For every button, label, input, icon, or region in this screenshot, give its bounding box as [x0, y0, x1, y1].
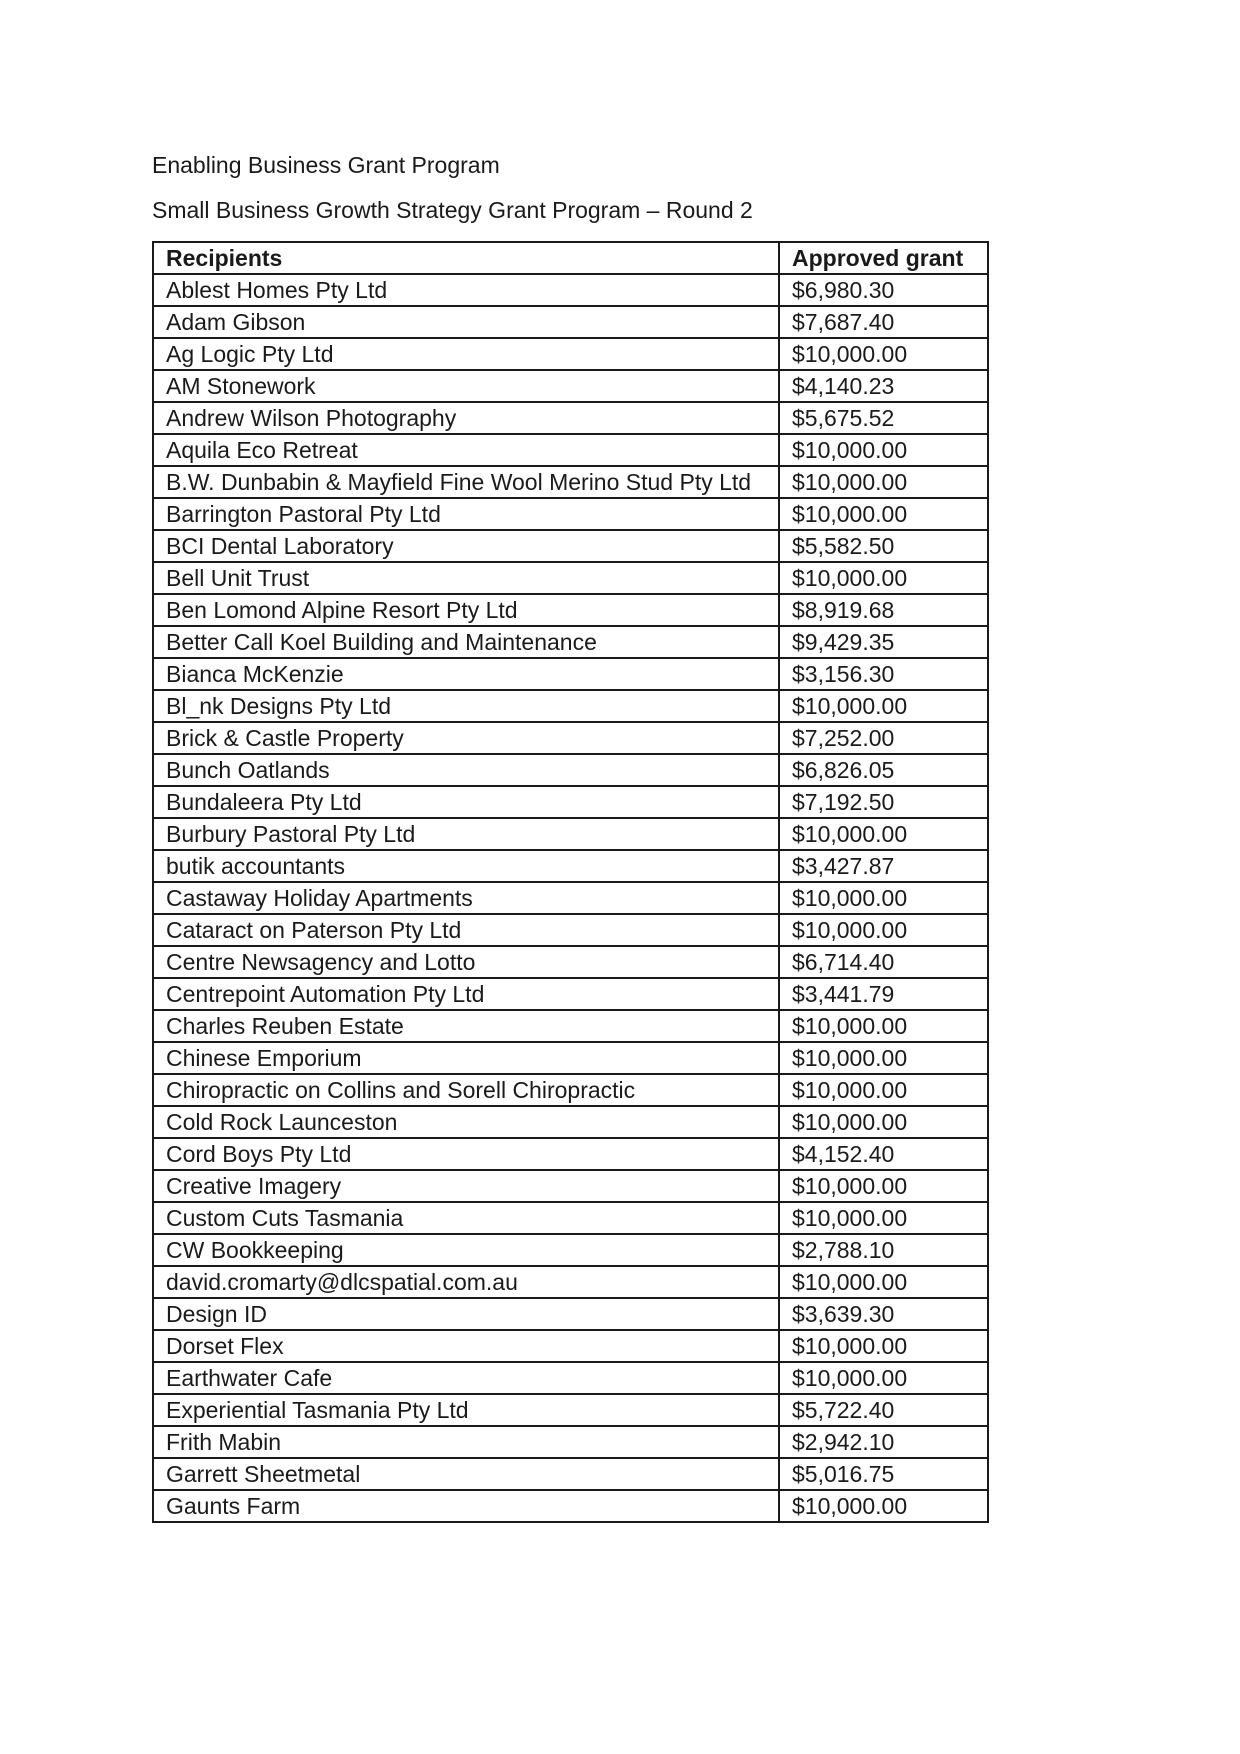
recipient-name: Bell Unit Trust — [153, 562, 779, 594]
table-row — [153, 1074, 988, 1106]
table-row — [153, 466, 988, 498]
recipient-name: Centre Newsagency and Lotto — [153, 946, 779, 978]
approved-grant-amount: $6,714.40 — [779, 946, 988, 978]
table-row — [153, 594, 988, 626]
recipient-name: butik accountants — [153, 850, 779, 882]
table-row — [153, 274, 988, 306]
table-row — [153, 562, 988, 594]
table-row — [153, 338, 988, 370]
recipient-name: CW Bookkeeping — [153, 1234, 779, 1266]
recipient-name: Bunch Oatlands — [153, 754, 779, 786]
approved-grant-amount: $3,639.30 — [779, 1298, 988, 1330]
recipient-name: Frith Mabin — [153, 1426, 779, 1458]
table-row — [153, 690, 988, 722]
approved-grant-amount: $5,582.50 — [779, 530, 988, 562]
approved-grant-amount: $4,140.23 — [779, 370, 988, 402]
header-approved-grant: Approved grant — [779, 242, 988, 274]
approved-grant-amount: $7,687.40 — [779, 306, 988, 338]
approved-grant-amount: $8,919.68 — [779, 594, 988, 626]
approved-grant-amount: $5,016.75 — [779, 1458, 988, 1490]
approved-grant-amount: $6,826.05 — [779, 754, 988, 786]
table-row — [153, 498, 988, 530]
recipient-name: Ablest Homes Pty Ltd — [153, 274, 779, 306]
recipient-name: Chiropractic on Collins and Sorell Chiropractic — [153, 1074, 779, 1106]
table-row — [153, 1426, 988, 1458]
table-row — [153, 1266, 988, 1298]
approved-grant-amount: $7,192.50 — [779, 786, 988, 818]
approved-grant-amount: $10,000.00 — [779, 1170, 988, 1202]
recipient-name: AM Stonework — [153, 370, 779, 402]
table-row — [153, 1394, 988, 1426]
approved-grant-amount: $2,942.10 — [779, 1426, 988, 1458]
table-row — [153, 658, 988, 690]
approved-grant-amount: $10,000.00 — [779, 498, 988, 530]
table-row — [153, 850, 988, 882]
table-row — [153, 1170, 988, 1202]
table-row — [153, 1298, 988, 1330]
recipient-name: david.cromarty@dlcspatial.com.au — [153, 1266, 779, 1298]
approved-grant-amount: $10,000.00 — [779, 1010, 988, 1042]
table-row — [153, 1234, 988, 1266]
approved-grant-amount: $10,000.00 — [779, 1074, 988, 1106]
approved-grant-amount: $10,000.00 — [779, 1042, 988, 1074]
recipient-name: Aquila Eco Retreat — [153, 434, 779, 466]
approved-grant-amount: $3,156.30 — [779, 658, 988, 690]
grant-recipients-table — [152, 241, 989, 1523]
approved-grant-amount: $4,152.40 — [779, 1138, 988, 1170]
recipient-name: Bl_nk Designs Pty Ltd — [153, 690, 779, 722]
recipient-name: Brick & Castle Property — [153, 722, 779, 754]
table-row — [153, 946, 988, 978]
table-row — [153, 754, 988, 786]
table-row — [153, 306, 988, 338]
recipient-name: Burbury Pastoral Pty Ltd — [153, 818, 779, 850]
table-row — [153, 1138, 988, 1170]
recipient-name: Ben Lomond Alpine Resort Pty Ltd — [153, 594, 779, 626]
recipient-name: Creative Imagery — [153, 1170, 779, 1202]
table-row — [153, 370, 988, 402]
table-row — [153, 882, 988, 914]
table-body — [153, 274, 988, 1522]
recipient-name: Cord Boys Pty Ltd — [153, 1138, 779, 1170]
recipient-name: B.W. Dunbabin & Mayfield Fine Wool Merino Stud Pty Ltd — [153, 466, 779, 498]
table-row — [153, 530, 988, 562]
approved-grant-amount: $3,427.87 — [779, 850, 988, 882]
table-row — [153, 1458, 988, 1490]
recipient-name: BCI Dental Laboratory — [153, 530, 779, 562]
table-row — [153, 1490, 988, 1522]
recipient-name: Bianca McKenzie — [153, 658, 779, 690]
table-row — [153, 914, 988, 946]
recipient-name: Dorset Flex — [153, 1330, 779, 1362]
approved-grant-amount: $10,000.00 — [779, 466, 988, 498]
approved-grant-amount: $3,441.79 — [779, 978, 988, 1010]
recipient-name: Castaway Holiday Apartments — [153, 882, 779, 914]
approved-grant-amount: $10,000.00 — [779, 1490, 988, 1522]
recipient-name: Andrew Wilson Photography — [153, 402, 779, 434]
approved-grant-amount: $10,000.00 — [779, 690, 988, 722]
recipient-name: Chinese Emporium — [153, 1042, 779, 1074]
table-row — [153, 1202, 988, 1234]
approved-grant-amount: $10,000.00 — [779, 562, 988, 594]
approved-grant-amount: $10,000.00 — [779, 1266, 988, 1298]
table-row — [153, 1010, 988, 1042]
approved-grant-amount: $10,000.00 — [779, 882, 988, 914]
table-row — [153, 434, 988, 466]
recipient-name: Charles Reuben Estate — [153, 1010, 779, 1042]
table-row — [153, 1330, 988, 1362]
approved-grant-amount: $5,722.40 — [779, 1394, 988, 1426]
table-row — [153, 402, 988, 434]
approved-grant-amount: $7,252.00 — [779, 722, 988, 754]
approved-grant-amount: $2,788.10 — [779, 1234, 988, 1266]
table-header — [153, 242, 988, 274]
approved-grant-amount: $5,675.52 — [779, 402, 988, 434]
recipient-name: Better Call Koel Building and Maintenance — [153, 626, 779, 658]
approved-grant-amount: $10,000.00 — [779, 1106, 988, 1138]
recipient-name: Barrington Pastoral Pty Ltd — [153, 498, 779, 530]
recipient-name: Design ID — [153, 1298, 779, 1330]
recipient-name: Adam Gibson — [153, 306, 779, 338]
approved-grant-amount: $10,000.00 — [779, 1330, 988, 1362]
approved-grant-amount: $10,000.00 — [779, 914, 988, 946]
table-row — [153, 722, 988, 754]
table-row — [153, 1362, 988, 1394]
document-subtitle: Small Business Growth Strategy Grant Program – Round 2 — [152, 197, 753, 223]
table-row — [153, 1106, 988, 1138]
recipient-name: Centrepoint Automation Pty Ltd — [153, 978, 779, 1010]
header-row — [153, 242, 988, 274]
table-row — [153, 978, 988, 1010]
recipient-name: Earthwater Cafe — [153, 1362, 779, 1394]
table-row — [153, 786, 988, 818]
approved-grant-amount: $10,000.00 — [779, 818, 988, 850]
table-row — [153, 626, 988, 658]
recipient-name: Garrett Sheetmetal — [153, 1458, 779, 1490]
recipient-name: Cataract on Paterson Pty Ltd — [153, 914, 779, 946]
approved-grant-amount: $10,000.00 — [779, 1202, 988, 1234]
approved-grant-amount: $10,000.00 — [779, 338, 988, 370]
approved-grant-amount: $10,000.00 — [779, 1362, 988, 1394]
recipient-name: Custom Cuts Tasmania — [153, 1202, 779, 1234]
recipient-name: Bundaleera Pty Ltd — [153, 786, 779, 818]
recipient-name: Ag Logic Pty Ltd — [153, 338, 779, 370]
approved-grant-amount: $6,980.30 — [779, 274, 988, 306]
table-row — [153, 818, 988, 850]
approved-grant-amount: $10,000.00 — [779, 434, 988, 466]
recipient-name: Gaunts Farm — [153, 1490, 779, 1522]
recipient-name: Cold Rock Launceston — [153, 1106, 779, 1138]
header-recipients: Recipients — [153, 242, 779, 274]
approved-grant-amount: $9,429.35 — [779, 626, 988, 658]
document-title: Enabling Business Grant Program — [152, 152, 500, 178]
recipient-name: Experiential Tasmania Pty Ltd — [153, 1394, 779, 1426]
table-row — [153, 1042, 988, 1074]
